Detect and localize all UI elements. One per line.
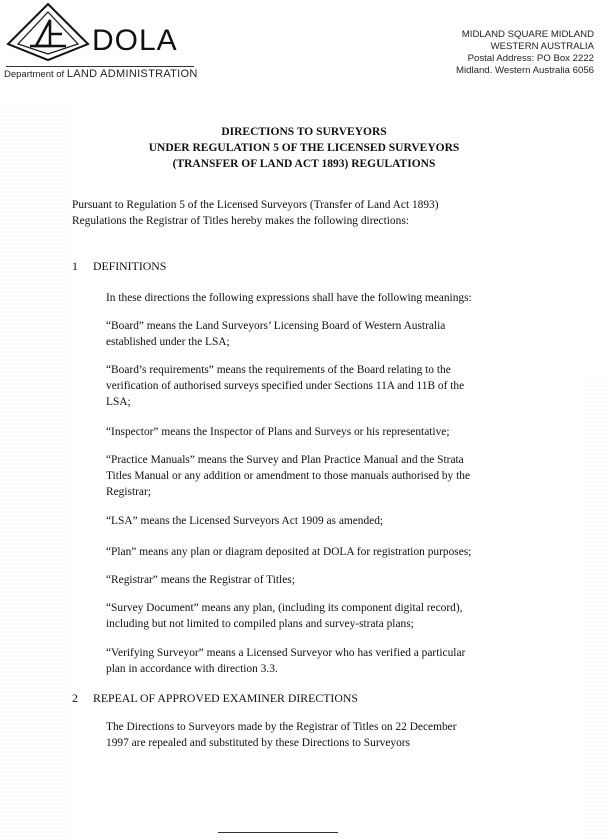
text-line: “Board” means the Land Surveyors’ Licensing Board of Western Australia (106, 320, 446, 332)
document-title (0, 124, 608, 172)
logo-rule (6, 66, 194, 67)
text-line: “Verifying Surveyor” means a Licensed Surveyor who has verified a particular (106, 647, 466, 659)
text-line: LSA; (106, 396, 131, 408)
text-line: “Inspector” means the Inspector of Plans and Surveys or his representative; (106, 426, 450, 438)
section-heading-definitions (72, 259, 166, 274)
definition-lsa (106, 513, 521, 529)
address-line: MIDLAND SQUARE MIDLAND (461, 29, 594, 40)
text-line: verification of authorised surveys specified under Sections 11A and 11B of the (106, 380, 465, 392)
definition-plan (106, 544, 521, 560)
text-line: 1997 are repealed and substituted by these Directions to Surveyors (106, 737, 410, 749)
definition-boards-requirements (106, 362, 521, 410)
definition-inspector (106, 424, 521, 440)
address-line: WESTERN AUSTRALIA (490, 41, 594, 52)
title-line: UNDER REGULATION 5 OF THE LICENSED SURVEYORS (148, 142, 460, 154)
section-number: 2 (72, 691, 78, 705)
department-prefix: Department of (4, 69, 65, 80)
scan-stipple (0, 110, 70, 840)
address-line: Postal Address: PO Box 2222 (467, 53, 594, 64)
section-title: REPEAL OF APPROVED EXAMINER DIRECTIONS (92, 691, 358, 705)
title-line: (TRANSFER OF LAND ACT 1893) REGULATIONS (172, 158, 436, 170)
logo-wordmark: DOLA (92, 24, 178, 57)
definition-practice-manuals (106, 452, 521, 500)
definition-survey-document (106, 600, 521, 632)
text-line: “Registrar” means the Registrar of Titles; (106, 574, 295, 586)
text-line: In these directions the following expressions shall have the following meanings: (106, 292, 472, 304)
intro-paragraph: Pursuant to Regulation 5 of the Licensed Surveyors (Transfer of Land Act 1893) Regulations the Registrar of Titles hereby makes the following directions: (72, 199, 439, 227)
section-title: DEFINITIONS (92, 259, 167, 273)
text-line: The Directions to Surveyors made by the Registrar of Titles on 22 December (106, 721, 457, 733)
text-line: Titles Manual or any addition or amendment to those manuals authorised by the (106, 470, 471, 482)
text-line: “Survey Document” means any plan, (including its component digital record), (106, 602, 463, 614)
footer-rule (218, 832, 338, 833)
department-name (4, 68, 198, 80)
text-line: “Plan” means any plan or diagram deposited at DOLA for registration purposes; (106, 546, 472, 558)
scan-stipple-right (586, 380, 608, 840)
text-line: “Board’s requirements” means the requirements of the Board relating to the (106, 364, 451, 376)
text-line: established under the LSA; (106, 336, 230, 348)
section-heading-repeal (72, 691, 358, 706)
title-line: DIRECTIONS TO SURVEYORS (221, 126, 387, 138)
dola-logo (2, 2, 202, 82)
dola-emblem-icon (6, 2, 90, 64)
definition-paragraph (106, 290, 521, 306)
text-line: including but not limited to compiled plans and survey-strata plans; (106, 618, 414, 630)
text-line: Registrar; (106, 486, 151, 498)
address-line: Midland. Western Australia 6056 (456, 65, 594, 76)
text-line: “LSA” means the Licensed Surveyors Act 1909 as amended; (106, 515, 384, 527)
section-number: 1 (72, 259, 78, 273)
definition-board (106, 318, 521, 350)
repeal-paragraph (106, 719, 521, 751)
text-line: “Practice Manuals” means the Survey and Plan Practice Manual and the Strata (106, 454, 464, 466)
definition-registrar (106, 572, 521, 588)
department-label: LAND ADMINISTRATION (66, 68, 198, 80)
definition-verifying-surveyor (106, 645, 521, 677)
text-line: plan in accordance with direction 3.3. (106, 663, 278, 675)
letterhead-address (456, 29, 594, 77)
